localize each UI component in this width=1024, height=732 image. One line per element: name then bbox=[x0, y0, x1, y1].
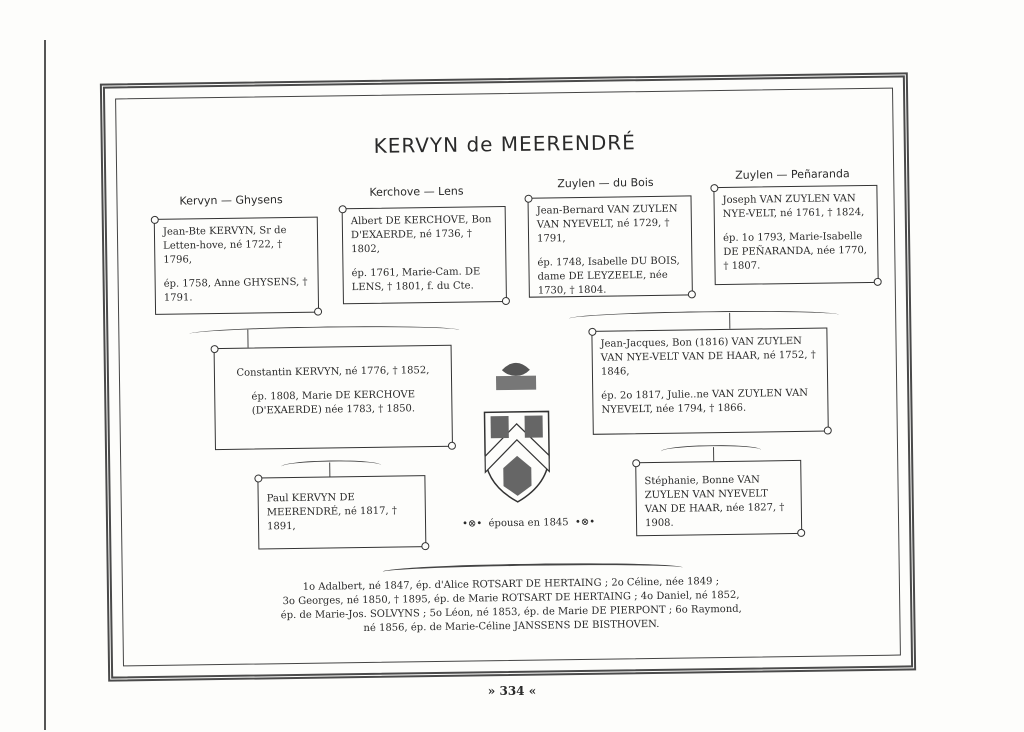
box-kervyn-ghysens bbox=[154, 217, 319, 315]
stem-jean-jacques bbox=[729, 313, 730, 329]
scan-edge-line bbox=[44, 40, 46, 730]
box-jean-jacques-line2: ép. 2o 1817, Julie..ne VAN ZUYLEN VAN NYEVELT, née 1794, † 1866. bbox=[601, 387, 809, 416]
brace-paul bbox=[281, 460, 381, 472]
box-kerchove-lens-line1: Albert DE KERCHOVE, Bon D'EXAERDE, né 1736, † 1802, bbox=[350, 214, 492, 256]
children-line-4: né 1856, ép. de Marie-Céline JANSSENS DE BISTHOVEN. bbox=[363, 618, 660, 635]
stem-stephanie bbox=[713, 447, 714, 461]
box-zuylen-penaranda bbox=[713, 185, 878, 285]
box-kerchove-lens bbox=[342, 206, 507, 304]
page-number-left-ornament: » bbox=[487, 684, 500, 698]
genealogy-frame bbox=[100, 72, 916, 681]
column-head-kervyn-ghysens: Kervyn — Ghysens bbox=[179, 193, 283, 208]
brace-kervyn-kerchove bbox=[189, 325, 459, 340]
box-jean-jacques bbox=[591, 328, 828, 435]
children-line-1: 1o Adalbert, né 1847, ép. d'Alice ROTSART DE HERTAING ; 2o Céline, née 1849 ; bbox=[302, 576, 720, 593]
box-zuylen-penaranda-line2: ép. 1o 1793, Marie-Isabelle DE PEÑARANDA, née 1770, † 1807. bbox=[723, 231, 868, 272]
box-paul-line1: Paul KERVYN DE MEERENDRÉ, né 1817, † 1891, bbox=[266, 492, 397, 533]
page-number-right-ornament: « bbox=[524, 684, 537, 698]
box-zuylen-dubois bbox=[527, 195, 692, 297]
box-zuylen-dubois-line2: ép. 1748, Isabelle DU BOIS, dame DE LEYZEELE, née 1730, † 1804. bbox=[537, 255, 680, 297]
page-number-value: 334 bbox=[499, 684, 525, 698]
married-text: épousa en 1845 bbox=[488, 517, 569, 530]
box-stephanie-line1: Stéphanie, Bonne VAN ZUYLEN VAN NYEVELT VAN DE HAAR, née 1827, † 1908. bbox=[644, 474, 785, 530]
stem-paul bbox=[329, 462, 330, 476]
box-jean-jacques-line1: Jean-Jacques, Bon (1816) VAN ZUYLEN VAN NYE-VELT VAN DE HAAR, né 1752, † 1846, bbox=[600, 335, 816, 378]
coat-of-arms-icon bbox=[480, 359, 554, 510]
children-line-3: ép. de Marie-Jos. SOLVYNS ; 5o Léon, né 1853, ép. de Marie DE PIERPONT ; 6o Raymond, bbox=[280, 603, 742, 622]
children-list bbox=[123, 573, 900, 640]
box-constantin-line2: ép. 1808, Marie DE KERCHOVE (D'EXAERDE) née 1783, † 1850. bbox=[251, 389, 416, 417]
box-kervyn-ghysens-line2: ép. 1758, Anne GHYSENS, † 1791. bbox=[163, 276, 308, 304]
box-paul bbox=[257, 475, 426, 549]
brace-stephanie bbox=[661, 444, 761, 456]
box-kervyn-ghysens-line1: Jean-Bte KERVYN, Sr de Letten-hove, né 1722, † 1796, bbox=[162, 225, 287, 266]
box-constantin bbox=[214, 345, 453, 450]
box-zuylen-dubois-line1: Jean-Bernard VAN ZUYLEN VAN NYEVELT, né 1729, † 1791, bbox=[536, 203, 678, 245]
column-head-zuylen-dubois: Zuylen — du Bois bbox=[557, 175, 654, 191]
brace-zuylen bbox=[569, 309, 839, 324]
box-stephanie bbox=[635, 460, 802, 536]
inner-border bbox=[115, 88, 901, 667]
column-head-zuylen-penaranda: Zuylen — Peñaranda bbox=[735, 167, 850, 182]
box-zuylen-penaranda-line1: Joseph VAN ZUYLEN VAN NYE-VELT, né 1761, † 1824, bbox=[722, 193, 865, 220]
married-right-ornament: •⊗• bbox=[568, 516, 596, 529]
married-label bbox=[462, 517, 595, 530]
married-left-ornament: •⊗• bbox=[461, 518, 489, 530]
column-head-kerchove-lens: Kerchove — Lens bbox=[369, 184, 464, 199]
box-constantin-line1: Constantin KERVYN, né 1776, † 1852, bbox=[236, 365, 430, 379]
box-kerchove-lens-line2: ép. 1761, Marie-Cam. DE LENS, † 1801, f. du Cte. bbox=[351, 266, 481, 294]
page-number bbox=[0, 684, 1024, 698]
page-title: KERVYN de MEERENDRÉ bbox=[373, 130, 636, 158]
children-line-2: 3o Georges, né 1850, † 1895, ép. de Marie ROTSART DE HERTAING ; 4o Daniel, né 1852, bbox=[282, 589, 740, 608]
